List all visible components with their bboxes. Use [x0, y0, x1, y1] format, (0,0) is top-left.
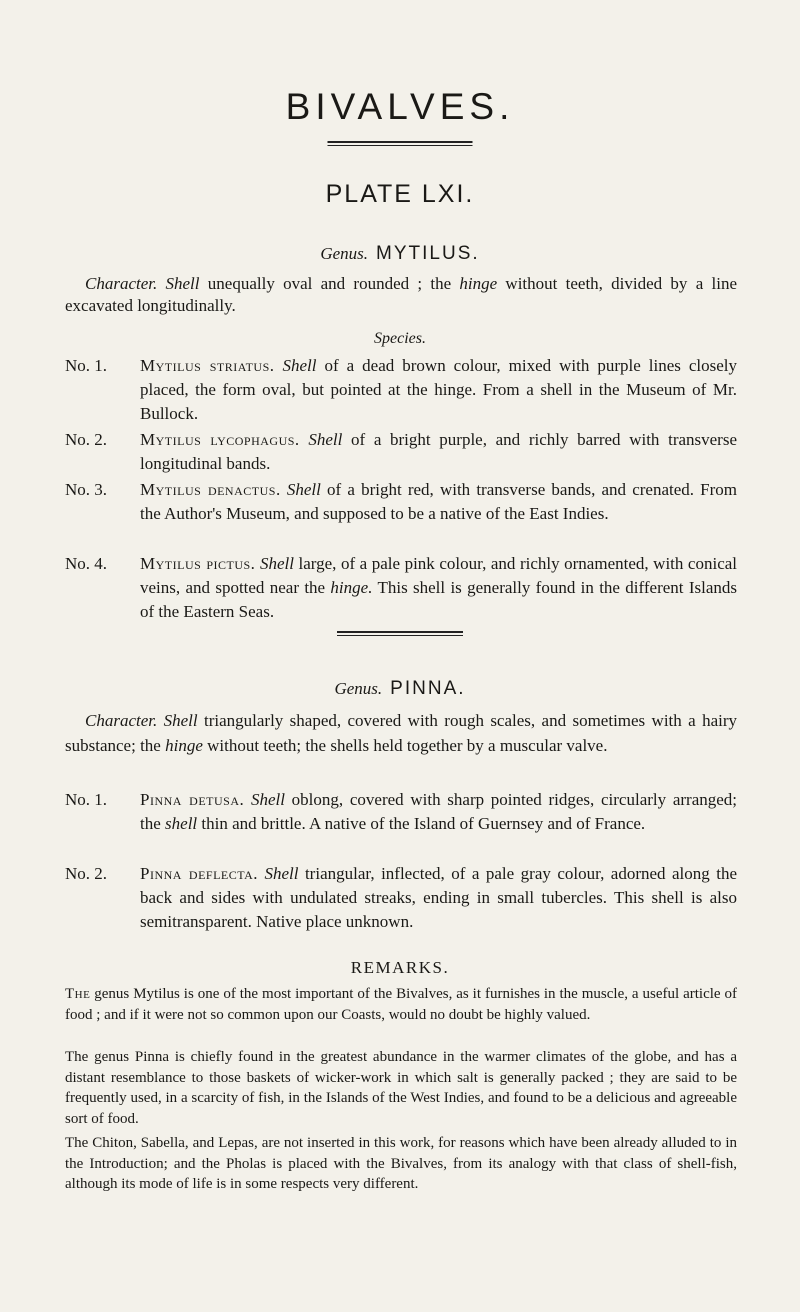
character-text: without teeth; the shells held together by a muscular valve.: [202, 735, 608, 755]
character-text: unequally oval and rounded ; the: [199, 274, 460, 293]
species-description: This shell is generally found in the different Islands of the Eastern Seas.: [140, 578, 737, 622]
species-number: No. 1.: [65, 356, 108, 375]
species-shell: Shell: [282, 356, 317, 375]
character-shell: Shell: [165, 274, 200, 293]
species-description: triangular, inflected, of a pale gray colour, adorned along the back and sides with undulated streaks, ending in small tubercles. This shell is also semitransparent. Native place unknown.: [140, 864, 737, 932]
genus-label: Genus.: [334, 679, 383, 698]
species-name: Pinna detusa.: [140, 790, 245, 809]
species-description: of a bright red, with transverse bands, and crenated. From the Author's Museum, and supposed to be a native of the East Indies.: [140, 480, 738, 524]
species-name: Pinna deflecta.: [140, 864, 259, 883]
genus-name: PINNA.: [390, 678, 466, 699]
species-number: No. 3.: [65, 480, 108, 499]
species-shell: Shell: [259, 554, 294, 573]
species-description: oblong, covered with sharp pointed ridges, circularly arranged; the: [140, 790, 738, 834]
species-name: Mytilus pictus.: [140, 554, 256, 573]
remarks-paragraph: The Chiton, Sabella, and Lepas, are not inserted in this work, for reasons which have been already alluded to in the Introduction; and the Pholas is placed with the Bivalves, from its analogy with that class of shell-fish, although its mode of life is in some respects very different.: [65, 1135, 737, 1192]
species-name: Mytilus striatus.: [140, 356, 275, 375]
character-text: triangularly shaped, covered with rough scales, and sometimes with a hairy substance; the: [65, 711, 737, 755]
species-description: large, of a pale pink colour, and richly ornamented, with conical veins, and spotted near the: [140, 554, 738, 598]
species-entry: [65, 552, 737, 625]
mytilus-character: [65, 273, 737, 317]
species-shell: Shell: [264, 864, 299, 883]
species-name: Mytilus denactus.: [140, 480, 281, 499]
species-shell: Shell: [286, 480, 321, 499]
genus-name: MYTILUS.: [376, 243, 480, 264]
species-entry: [65, 428, 737, 476]
species-shell: shell: [165, 814, 198, 834]
species-label: Species.: [374, 330, 426, 347]
species-hinge: hinge.: [330, 578, 373, 598]
top-divider: [328, 141, 473, 146]
section-divider: [337, 631, 463, 636]
species-description: thin and brittle. A native of the Island of Guernsey and of France.: [197, 814, 646, 834]
species-description: of a bright purple, and richly barred with transverse longitudinal bands.: [140, 430, 738, 474]
remarks-lead: The: [65, 986, 91, 1002]
species-shell: Shell: [308, 430, 343, 449]
species-entry: [65, 862, 737, 935]
pinna-character: [65, 709, 737, 758]
species-entry: [65, 788, 737, 836]
page-title: BIVALVES.: [285, 86, 515, 127]
species-name: Mytilus lycophagus.: [140, 430, 300, 449]
remarks-paragraph: The genus Pinna is chiefly found in the greatest abundance in the warmer climates of the globe, and has a distant resemblance to those baskets of wicker-work in which salt is generally packed ; they are said to be frequently used, in a scarcity of fish, in the Islands of the West Indies, and found to be a delicious and agreeable sort of food.: [65, 1049, 737, 1127]
remarks-paragraph: [65, 984, 737, 1025]
genus-pinna-heading: [0, 678, 800, 700]
species-number: No. 1.: [65, 790, 108, 809]
species-number: No. 2.: [65, 430, 108, 449]
character-hinge: hinge: [165, 735, 203, 755]
species-entry: [65, 478, 737, 526]
species-description: of a dead brown colour, mixed with purple lines closely placed, the form oval, but pointed at the hinge. From a shell in the Museum of Mr. Bullock.: [140, 356, 737, 424]
genus-label: Genus.: [320, 244, 369, 263]
character-label: Character.: [85, 274, 158, 293]
character-shell: Shell: [163, 711, 198, 730]
genus-mytilus-heading: [0, 243, 800, 265]
character-label: Character.: [85, 711, 158, 730]
species-number: No. 2.: [65, 864, 108, 883]
species-entry: [65, 354, 737, 427]
remarks-text: genus Mytilus is one of the most important of the Bivalves, as it furnishes in the muscle, a useful article of food ; and if it were not so common upon our Coasts, would no doubt be highly valued.: [65, 986, 737, 1023]
character-text: without teeth, divided by a line excavated longitudinally.: [65, 274, 737, 315]
species-shell: Shell: [250, 790, 285, 809]
plate-title: PLATE LXI.: [325, 180, 475, 208]
species-number: No. 4.: [65, 554, 108, 573]
character-hinge: hinge: [459, 274, 498, 293]
remarks-heading: REMARKS.: [350, 958, 450, 977]
